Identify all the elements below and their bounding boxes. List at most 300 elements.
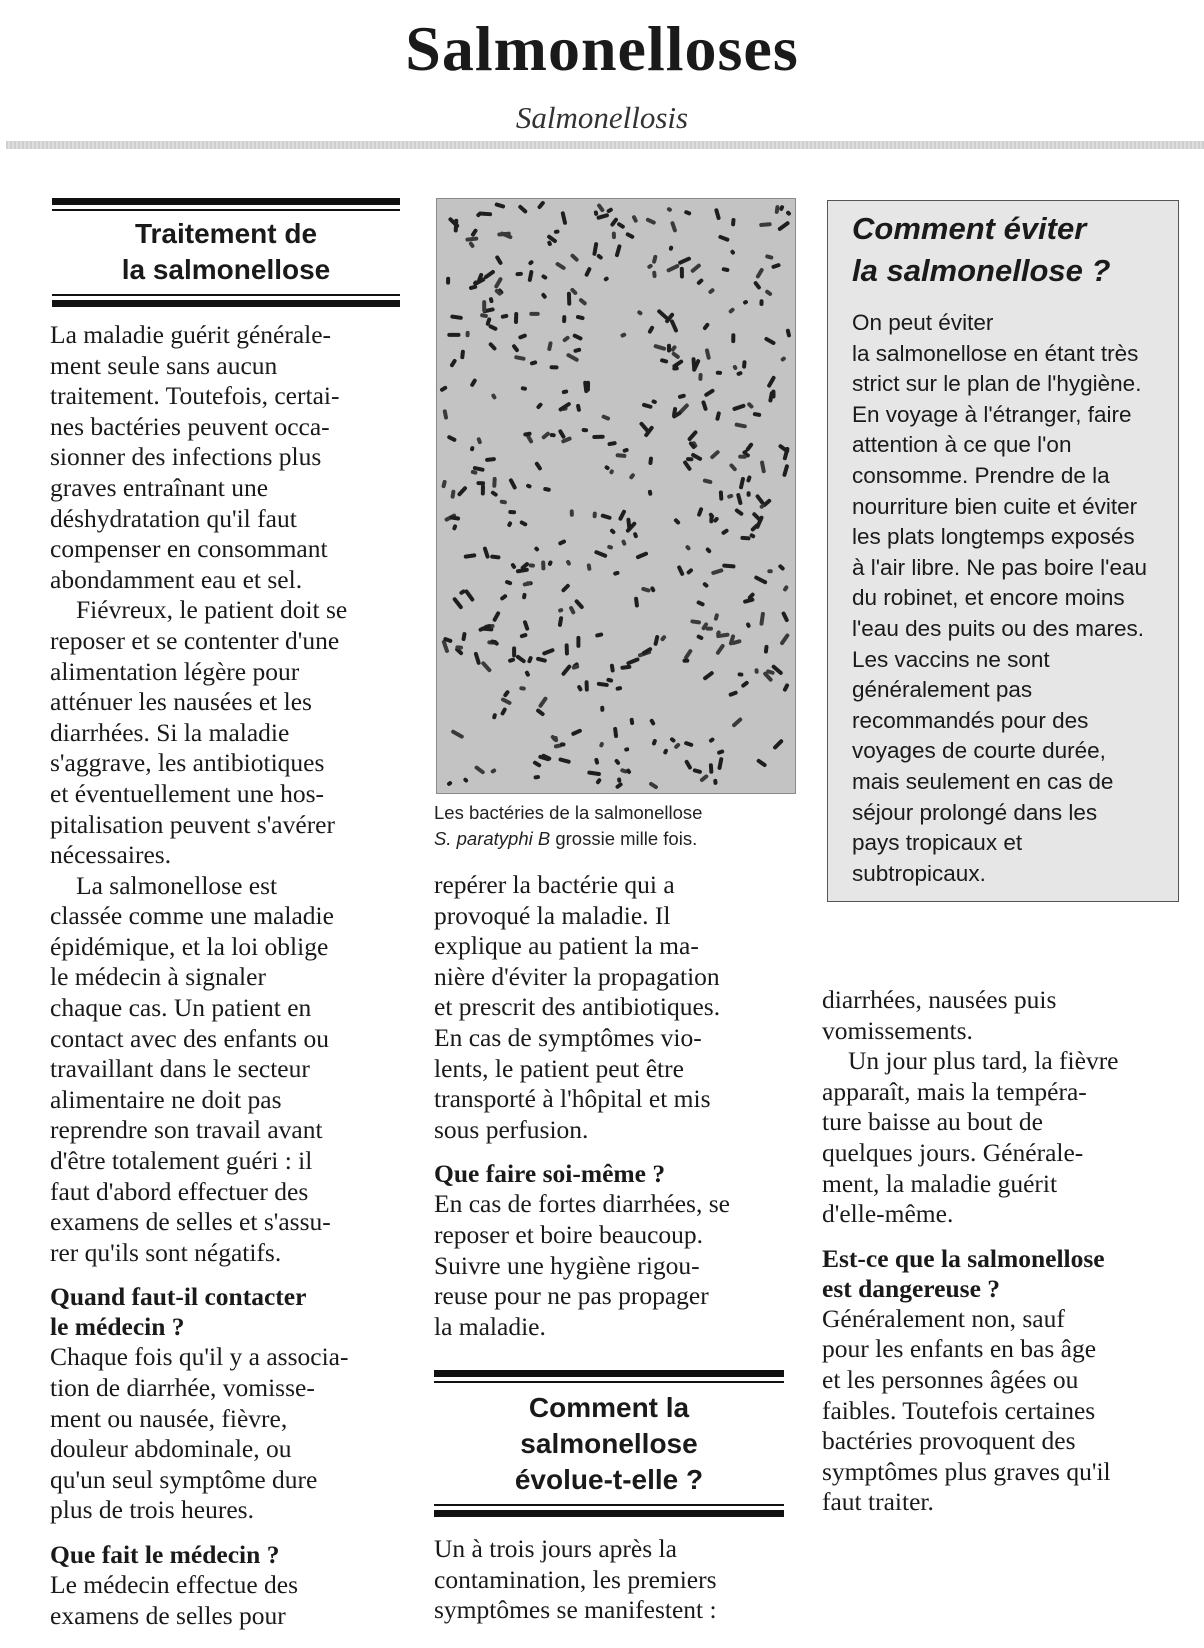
bacterium-mark xyxy=(782,683,790,693)
bacterium-mark xyxy=(717,757,723,770)
caption-species: S. paratyphi B xyxy=(434,828,551,849)
text-line: faut d'abord effectuer des xyxy=(50,1176,309,1206)
text-line: explique au patient la ma- xyxy=(434,931,699,961)
bacterium-mark xyxy=(721,267,729,273)
bacterium-mark xyxy=(541,274,548,281)
bacterium-mark xyxy=(517,204,528,214)
bacterium-mark xyxy=(649,718,656,726)
text-line: La salmonellose est xyxy=(76,870,278,900)
bacterium-mark xyxy=(529,563,536,568)
bacterium-mark xyxy=(754,575,768,585)
bacterium-mark xyxy=(669,319,678,333)
paragraph xyxy=(50,1570,420,1631)
bacterium-mark xyxy=(771,263,781,270)
bacterium-mark xyxy=(684,759,693,770)
left-box-heading xyxy=(52,216,400,288)
bacterium-mark xyxy=(756,758,768,768)
text-line: sionner des infections plus xyxy=(50,442,322,472)
bacterium-mark xyxy=(631,215,638,224)
bacterium-mark xyxy=(690,263,702,274)
bacterium-mark xyxy=(542,648,555,656)
bacterium-mark xyxy=(647,325,655,334)
bacterium-mark xyxy=(660,634,667,642)
bacterium-mark xyxy=(785,210,792,216)
bacterium-mark xyxy=(740,536,750,541)
bacterium-mark xyxy=(692,768,702,774)
text-line: faibles. Toutefois certaines xyxy=(822,1395,1096,1425)
bacterium-mark xyxy=(468,241,475,249)
bacterium-mark xyxy=(647,263,654,269)
bacterium-mark xyxy=(562,315,566,323)
bacterium-mark xyxy=(625,232,635,240)
text-line: diarrhées, nausées puis xyxy=(822,985,1057,1014)
sidebar-line: mais seulement en cas de xyxy=(852,768,1114,794)
bacterium-mark xyxy=(716,371,722,375)
bacterium-mark xyxy=(450,489,455,499)
bacterium-mark xyxy=(603,276,609,282)
bacterium-mark xyxy=(633,532,639,539)
bacterium-mark xyxy=(573,347,582,353)
bacterium-mark xyxy=(719,490,724,500)
bacterium-mark xyxy=(441,480,447,489)
bacterium-mark xyxy=(612,232,616,240)
bacterium-mark xyxy=(522,581,531,587)
bacterium-mark xyxy=(742,299,748,305)
paragraph xyxy=(434,1189,794,1342)
bacterium-mark xyxy=(699,774,709,783)
bacterium-mark xyxy=(491,393,498,400)
bacterium-mark xyxy=(554,229,560,234)
bacterium-mark xyxy=(473,651,481,665)
bacterium-mark xyxy=(518,333,528,340)
middle-box-top-rule xyxy=(434,1370,784,1377)
left-box-bottom-rule xyxy=(52,300,400,307)
bacteria-micrograph-image xyxy=(436,198,796,794)
text-line: En cas de fortes diarrhées, se xyxy=(434,1189,730,1219)
bacterium-mark xyxy=(520,386,527,391)
bacterium-mark xyxy=(543,487,551,492)
bacterium-mark xyxy=(607,441,617,447)
section-heading-contact xyxy=(50,1282,420,1342)
bacterium-mark xyxy=(519,520,528,527)
paragraph xyxy=(50,1342,420,1526)
sidebar-line: En voyage à l'étranger, faire xyxy=(852,401,1132,427)
bacterium-mark xyxy=(732,364,738,370)
bacterium-mark xyxy=(504,579,512,585)
bacterium-mark xyxy=(705,348,711,360)
bacterium-mark xyxy=(648,781,658,790)
sidebar-line: recommandés pour des xyxy=(852,707,1089,733)
bacterium-mark xyxy=(587,770,601,776)
bacterium-mark xyxy=(547,560,553,567)
bacterium-mark xyxy=(459,589,467,596)
bacterium-mark xyxy=(670,221,678,233)
sidebar-line: la salmonellose en étant très xyxy=(852,340,1139,366)
bacterium-mark xyxy=(777,220,790,231)
bacterium-mark xyxy=(713,779,718,785)
bacterium-mark xyxy=(717,749,725,755)
bacterium-mark xyxy=(696,600,705,607)
bacterium-mark xyxy=(470,446,475,452)
bacterium-mark xyxy=(648,489,653,496)
bacterium-mark xyxy=(576,404,582,413)
bacterium-mark xyxy=(625,768,631,775)
bacterium-mark xyxy=(709,515,713,523)
bacterium-mark xyxy=(508,510,516,515)
bacterium-mark xyxy=(494,277,504,290)
bacterium-mark xyxy=(452,524,458,531)
bacterium-mark xyxy=(618,509,627,521)
bacterium-mark xyxy=(652,254,658,264)
bacterium-mark xyxy=(439,385,448,392)
text-line: traitement. Toutefois, certai- xyxy=(50,381,340,411)
bacterium-mark xyxy=(673,518,681,526)
bacterium-mark xyxy=(678,393,687,399)
bacterium-mark xyxy=(455,645,463,649)
text-line: épidémique, et la loi oblige xyxy=(50,931,329,961)
bacterium-mark xyxy=(782,464,789,478)
text-line: douleur abdominale, ou xyxy=(50,1434,292,1464)
bacterium-mark xyxy=(494,202,505,209)
bacterium-mark xyxy=(641,586,651,593)
bacterium-mark xyxy=(652,271,657,279)
bacterium-mark xyxy=(684,210,692,216)
bacterium-mark xyxy=(671,351,681,360)
bacteria-illustration xyxy=(437,199,795,793)
bacterium-mark xyxy=(571,728,583,736)
bacterium-mark xyxy=(660,358,669,364)
bacterium-mark xyxy=(529,360,537,366)
bacterium-mark xyxy=(782,585,789,593)
text-line: reposer et se contenter d'une xyxy=(50,625,340,655)
bacterium-mark xyxy=(532,760,542,768)
bacterium-mark xyxy=(708,737,715,744)
bacterium-mark xyxy=(722,563,736,568)
text-line: Suivre une hygiène rigou- xyxy=(434,1250,700,1280)
bacterium-mark xyxy=(600,706,604,712)
bacterium-mark xyxy=(600,513,612,520)
bacterium-mark xyxy=(616,221,625,229)
paragraph xyxy=(822,1046,1192,1230)
left-column-text xyxy=(50,320,420,1631)
bacterium-mark xyxy=(447,434,458,442)
bacterium-mark xyxy=(697,507,704,517)
bacterium-mark xyxy=(522,620,529,631)
bacterium-mark xyxy=(522,593,527,600)
bacterium-mark xyxy=(651,399,658,405)
bacterium-mark xyxy=(715,643,725,655)
bacterium-mark xyxy=(604,465,611,471)
text-line: nes bactéries peuvent occa- xyxy=(50,411,330,441)
bacterium-mark xyxy=(567,292,571,306)
bacterium-mark xyxy=(621,539,627,546)
bacterium-mark xyxy=(615,782,624,790)
bacterium-mark xyxy=(702,322,710,331)
bacterium-mark xyxy=(474,765,486,775)
text-line: Généralement non, sauf xyxy=(822,1303,1065,1333)
bacterium-mark xyxy=(534,546,540,552)
heading-line: le médecin ? xyxy=(50,1312,185,1342)
bacterium-mark xyxy=(711,568,724,575)
bacterium-mark xyxy=(480,661,492,673)
bacterium-mark xyxy=(469,284,478,290)
middle-box-heading xyxy=(434,1390,784,1498)
bacterium-mark xyxy=(690,619,701,624)
bacterium-mark xyxy=(558,429,567,440)
bacterium-mark xyxy=(492,611,501,623)
bacterium-mark xyxy=(609,528,616,535)
bacterium-mark xyxy=(488,342,497,352)
title-divider xyxy=(6,141,1204,149)
bacterium-mark xyxy=(736,493,743,506)
section-heading-soi-meme: Que faire soi-même ? xyxy=(434,1159,666,1189)
section-heading-medecin: Que fait le médecin ? xyxy=(50,1539,280,1569)
bacterium-mark xyxy=(764,289,773,297)
bacterium-mark xyxy=(624,747,630,752)
sidebar-line: les plats longtemps exposés xyxy=(852,524,1135,550)
bacterium-mark xyxy=(592,435,605,439)
bacterium-mark xyxy=(615,453,626,458)
bacterium-mark xyxy=(645,217,656,225)
bacterium-mark xyxy=(500,314,508,319)
bacterium-mark xyxy=(615,686,622,691)
bacterium-mark xyxy=(508,657,516,663)
bacterium-mark xyxy=(533,775,540,780)
text-line: Le médecin effectue des xyxy=(50,1569,299,1599)
text-line: repérer la bactérie qui a xyxy=(434,870,675,899)
bacterium-mark xyxy=(648,456,653,465)
bacterium-mark xyxy=(781,611,790,623)
bacterium-mark xyxy=(731,218,736,227)
bacterium-mark xyxy=(541,431,551,440)
bacterium-mark xyxy=(450,729,464,739)
bacterium-mark xyxy=(527,270,533,283)
bacterium-mark xyxy=(523,431,532,436)
bacterium-mark xyxy=(775,205,780,214)
bacterium-mark xyxy=(669,737,676,744)
bacterium-mark xyxy=(727,493,734,499)
bacterium-mark xyxy=(684,741,694,748)
bacterium-mark xyxy=(785,328,791,337)
bacterium-mark xyxy=(670,345,677,353)
bacterium-mark xyxy=(728,307,736,314)
middle-column-text xyxy=(434,870,794,1342)
bacterium-mark xyxy=(772,738,784,750)
sidebar-line: subtropicaux. xyxy=(852,860,986,886)
bacterium-mark xyxy=(730,249,736,255)
bacterium-mark xyxy=(586,563,591,571)
bacterium-mark xyxy=(576,315,585,321)
sidebar-line: nourriture bien cuite et éviter xyxy=(852,493,1138,519)
text-line: provoqué la maladie. Il xyxy=(434,900,671,930)
middle-box-bottom-rule xyxy=(434,1510,784,1517)
sidebar-line: séjour prolongé dans les xyxy=(852,799,1098,825)
bacterium-mark xyxy=(617,777,622,783)
bacterium-mark xyxy=(535,708,545,717)
bacterium-mark xyxy=(747,491,751,497)
bacterium-mark xyxy=(558,757,571,764)
bacterium-mark xyxy=(461,632,467,642)
bacterium-mark xyxy=(570,509,574,517)
section-heading-danger xyxy=(822,1244,1192,1304)
right-column-text xyxy=(822,985,1192,1518)
text-line: s'aggrave, les antibiotiques xyxy=(50,748,325,778)
bacterium-mark xyxy=(673,742,681,750)
bacterium-mark xyxy=(596,253,604,260)
bacterium-mark xyxy=(594,550,608,559)
bacterium-mark xyxy=(561,664,572,677)
bacterium-mark xyxy=(592,242,598,256)
bacterium-mark xyxy=(482,300,486,312)
bacterium-mark xyxy=(610,663,615,672)
bacterium-mark xyxy=(629,718,634,726)
bacterium-mark xyxy=(739,477,746,490)
bacterium-mark xyxy=(713,613,719,621)
bacterium-mark xyxy=(708,287,716,294)
bacterium-mark xyxy=(452,596,464,609)
text-line: ment, la maladie guérit xyxy=(822,1168,1058,1198)
bacterium-mark xyxy=(755,267,764,279)
bacterium-mark xyxy=(702,670,714,681)
bacterium-mark xyxy=(465,236,478,241)
sidebar-line: Les vaccins ne sont xyxy=(852,646,1050,672)
page-title: Salmonelloses xyxy=(405,13,799,84)
bacterium-mark xyxy=(595,777,602,785)
bacterium-mark xyxy=(635,551,648,560)
sidebar-line: du robinet, et encore moins xyxy=(852,585,1125,611)
bacterium-mark xyxy=(668,245,673,251)
bacterium-mark xyxy=(620,332,627,338)
bacterium-mark xyxy=(524,670,530,677)
bacterium-mark xyxy=(528,259,535,266)
bacterium-mark xyxy=(701,400,708,412)
bacterium-mark xyxy=(601,414,611,421)
bacterium-mark xyxy=(620,665,631,670)
bacterium-mark xyxy=(446,780,453,786)
bacterium-mark xyxy=(500,707,508,716)
text-line: Un jour plus tard, la fièvre xyxy=(848,1046,1119,1076)
bacterium-mark xyxy=(686,457,694,461)
sidebar-title-line: Comment éviter xyxy=(852,211,1087,246)
text-line: pitalisation peuvent s'avérer xyxy=(50,809,335,839)
sidebar-line: voyages de courte durée, xyxy=(852,738,1106,764)
bacterium-mark xyxy=(578,297,587,306)
bacterium-mark xyxy=(538,696,549,709)
text-line: sous perfusion. xyxy=(434,1114,589,1144)
bacterium-mark xyxy=(650,586,656,593)
bacterium-mark xyxy=(709,763,714,774)
bacterium-mark xyxy=(594,210,599,216)
bacterium-mark xyxy=(732,403,746,411)
bacterium-mark xyxy=(465,331,469,338)
bacterium-mark xyxy=(463,777,469,783)
bacterium-mark xyxy=(737,672,743,676)
sidebar-title xyxy=(852,208,1172,292)
bacterium-mark xyxy=(609,469,615,475)
bacterium-mark xyxy=(753,412,762,417)
sidebar-line: strict sur le plan de l'hygiène. xyxy=(852,371,1142,397)
bacterium-mark xyxy=(489,297,494,304)
bacterium-mark xyxy=(759,222,772,227)
bacterium-mark xyxy=(666,263,680,273)
text-line: diarrhées. Si la maladie xyxy=(50,717,290,747)
text-line: la maladie. xyxy=(434,1311,546,1341)
bacterium-mark xyxy=(529,312,539,316)
bacterium-mark xyxy=(738,455,747,459)
bacterium-mark xyxy=(728,690,738,697)
bacterium-mark xyxy=(454,219,459,233)
text-line: quelques jours. Générale- xyxy=(822,1137,1084,1167)
caption-suffix: grossie mille fois. xyxy=(550,828,698,849)
text-line: d'elle-même. xyxy=(822,1199,954,1229)
bacterium-mark xyxy=(555,261,567,270)
sidebar-line: l'eau des puits ou des mares. xyxy=(852,615,1144,641)
sidebar-text xyxy=(852,308,1174,889)
bacterium-mark xyxy=(560,211,567,225)
text-line: alimentation légère pour xyxy=(50,656,300,686)
bacterium-mark xyxy=(614,758,621,766)
bacterium-mark xyxy=(537,200,546,210)
bacterium-mark xyxy=(597,682,609,688)
sidebar-line: pays tropicaux et xyxy=(852,830,1023,856)
text-line: ment seule sans aucun xyxy=(50,350,278,380)
text-line: contamination, les premiers xyxy=(434,1564,717,1594)
paragraph xyxy=(434,1534,794,1626)
sidebar-line: consomme. Prendre de la xyxy=(852,462,1110,488)
text-line: nière d'éviter la propagation xyxy=(434,961,720,991)
bacterium-mark xyxy=(765,254,774,260)
bacterium-mark xyxy=(483,269,496,280)
bacterium-mark xyxy=(446,277,450,285)
text-line: pour les enfants en bas âge xyxy=(822,1334,1097,1364)
bacterium-mark xyxy=(536,656,548,663)
bacterium-mark xyxy=(482,546,490,559)
bacterium-mark xyxy=(565,559,571,566)
bacterium-mark xyxy=(561,583,571,593)
middle-box-heading-line: évolue-t-elle ? xyxy=(514,1464,704,1495)
sidebar-line: à l'air libre. Ne pas boire l'eau xyxy=(852,554,1147,580)
paragraph xyxy=(50,595,420,870)
text-line: qu'un seul symptôme dure xyxy=(50,1464,318,1494)
bacterium-mark xyxy=(709,449,720,460)
bacterium-mark xyxy=(705,547,712,554)
middle-box-heading-line: Comment la xyxy=(528,1392,690,1423)
bacterium-mark xyxy=(508,478,517,490)
bacterium-mark xyxy=(499,499,507,504)
bacterium-mark xyxy=(610,217,619,227)
bacterium-mark xyxy=(677,565,685,577)
bacterium-mark xyxy=(653,635,659,647)
bacterium-mark xyxy=(606,207,614,214)
bacterium-mark xyxy=(778,563,786,571)
bacterium-mark xyxy=(626,657,640,666)
bacterium-mark xyxy=(576,684,583,692)
bacterium-mark xyxy=(449,515,460,521)
paragraph xyxy=(50,320,420,595)
bacterium-mark xyxy=(464,589,475,603)
text-line: rer qu'ils sont négatifs. xyxy=(50,1237,282,1267)
bacterium-mark xyxy=(651,738,657,746)
bacterium-mark xyxy=(512,646,516,657)
bacterium-mark xyxy=(686,568,694,576)
bacterium-mark xyxy=(677,256,691,265)
text-line: transporté à l'hôpital et mis xyxy=(434,1084,711,1114)
heading-line: Quand faut-il contacter xyxy=(50,1282,307,1312)
text-line: atténuer les nausées et les xyxy=(50,687,312,717)
text-line: symptômes plus graves qu'il xyxy=(822,1456,1111,1486)
sidebar-title-line: la salmonellose ? xyxy=(852,253,1111,288)
bacterium-mark xyxy=(594,757,600,765)
